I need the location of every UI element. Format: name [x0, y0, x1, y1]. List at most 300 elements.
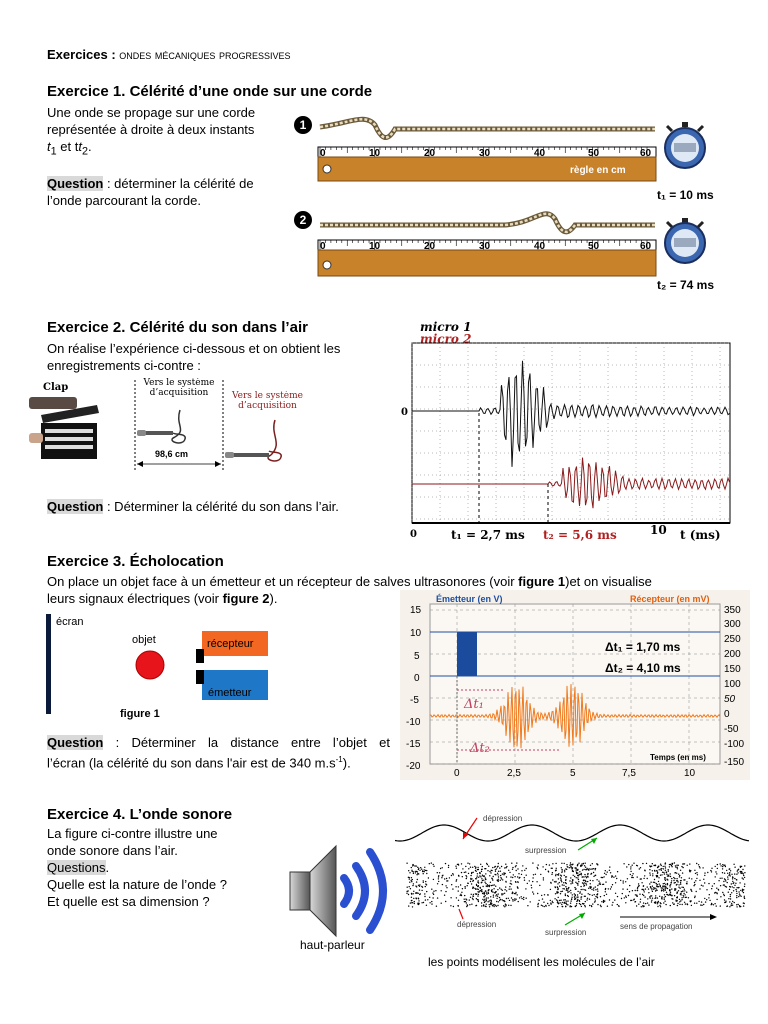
molecule-dot: [537, 893, 538, 894]
molecule-dot: [570, 883, 571, 884]
right-tick: 100: [724, 679, 741, 690]
ex3-question-sup: -1: [335, 755, 343, 764]
ex3-line2: leurs signaux électriques (voir figure 2).: [47, 591, 278, 606]
molecule-dot: [498, 863, 499, 864]
molecule-dot: [574, 897, 575, 898]
molecule-dot: [603, 876, 604, 877]
molecule-dot: [656, 885, 657, 886]
molecule-dot: [489, 875, 490, 876]
molecule-dot: [427, 899, 428, 900]
molecule-dot: [410, 888, 411, 889]
molecule-dot: [610, 872, 611, 873]
molecule-dot: [679, 888, 680, 889]
molecule-dot: [567, 866, 568, 867]
molecule-dot: [570, 864, 571, 865]
molecule-dot: [680, 880, 681, 881]
molecule-dot: [704, 872, 705, 873]
molecule-dot: [481, 905, 482, 906]
molecule-dot: [569, 906, 570, 907]
molecule-dot: [501, 899, 502, 900]
molecule-dot: [479, 873, 480, 874]
molecule-dot: [498, 876, 499, 877]
molecule-dot: [497, 905, 498, 906]
molecule-dot: [495, 869, 496, 870]
molecule-dot: [495, 895, 496, 896]
molecule-dot: [717, 868, 718, 869]
molecule-dot: [664, 901, 665, 902]
molecule-dot: [651, 901, 652, 902]
molecule-dot: [567, 904, 568, 905]
molecule-dot: [493, 906, 494, 907]
micro2-signal: [412, 458, 730, 509]
ex2-recording-chart: [395, 318, 740, 546]
molecule-dot: [679, 875, 680, 876]
molecule-dot: [670, 892, 671, 893]
molecule-dot: [586, 884, 587, 885]
molecule-dot: [517, 868, 518, 869]
ruler-1-label: 20: [424, 148, 436, 159]
left-tick: -10: [406, 717, 421, 728]
molecule-dot: [577, 891, 578, 892]
molecule-dot: [514, 898, 515, 899]
header-rest: ondes mécaniques progressives: [119, 47, 291, 62]
molecule-dot: [444, 895, 445, 896]
molecule-dot: [555, 870, 556, 871]
molecule-dot: [431, 889, 432, 890]
molecule-dot: [605, 874, 606, 875]
molecule-dot: [574, 893, 575, 894]
molecule-dot: [679, 876, 680, 877]
molecule-dot: [656, 883, 657, 884]
molecule-dot: [423, 902, 424, 903]
molecule-dot: [532, 862, 533, 863]
molecule-dot: [409, 877, 410, 878]
molecule-dot: [485, 895, 486, 896]
molecule-dot: [481, 891, 482, 892]
molecule-dot: [642, 863, 643, 864]
molecule-dot: [577, 884, 578, 885]
molecule-dot: [652, 870, 653, 871]
molecule-dot: [503, 905, 504, 906]
molecule-dot: [477, 895, 478, 896]
molecule-dot: [532, 877, 533, 878]
molecule-dot: [651, 889, 652, 890]
molecule-dot: [685, 903, 686, 904]
molecule-dot: [477, 882, 478, 883]
molecule-dot: [537, 868, 538, 869]
molecule-dot: [603, 884, 604, 885]
molecule-dot: [579, 901, 580, 902]
molecule-dot: [464, 899, 465, 900]
molecule-dot: [444, 878, 445, 879]
molecule-dot: [691, 878, 692, 879]
molecule-dot: [423, 880, 424, 881]
molecule-dot: [423, 873, 424, 874]
molecule-dot: [586, 877, 587, 878]
molecule-dot: [633, 863, 634, 864]
molecule-dot: [561, 904, 562, 905]
molecule-dot: [512, 869, 513, 870]
depression-bottom-arrow: [459, 909, 463, 919]
molecule-dot: [559, 900, 560, 901]
molecule-dot: [703, 904, 704, 905]
molecule-dot: [500, 871, 501, 872]
molecule-dot: [670, 876, 671, 877]
molecule-dot: [601, 901, 602, 902]
molecule-dot: [637, 896, 638, 897]
molecule-dot: [493, 895, 494, 896]
molecule-dot: [600, 884, 601, 885]
molecule-dot: [704, 875, 705, 876]
molecule-dot: [559, 886, 560, 887]
molecule-dot: [669, 866, 670, 867]
molecule-dot: [743, 902, 744, 903]
molecule-dot: [712, 885, 713, 886]
molecule-dot: [678, 874, 679, 875]
molecule-dot: [731, 892, 732, 893]
molecule-dot: [603, 901, 604, 902]
molecule-dot: [527, 905, 528, 906]
molecule-dot: [419, 886, 420, 887]
molecule-dot: [597, 894, 598, 895]
molecule-dot: [647, 886, 648, 887]
molecule-dot: [659, 869, 660, 870]
molecule-dot: [640, 867, 641, 868]
molecule-dot: [497, 896, 498, 897]
molecule-dot: [450, 897, 451, 898]
molecule-dot: [438, 881, 439, 882]
molecule-dot: [684, 890, 685, 891]
surpression-bottom-label: surpression: [545, 928, 587, 937]
ex1-line2: représentée à droite à deux instants: [47, 122, 255, 137]
molecule-dot: [441, 903, 442, 904]
molecule-dot: [566, 901, 567, 902]
molecule-dot: [476, 898, 477, 899]
molecule-dot: [470, 879, 471, 880]
molecule-dot: [472, 899, 473, 900]
molecule-dot: [590, 865, 591, 866]
molecule-dot: [736, 904, 737, 905]
molecule-dot: [550, 900, 551, 901]
molecule-dot: [462, 868, 463, 869]
molecule-dot: [557, 883, 558, 884]
rope-1-strand: [320, 119, 655, 137]
molecule-dot: [441, 890, 442, 891]
right-tick: -150: [724, 757, 745, 768]
molecule-dot: [720, 878, 721, 879]
molecule-dot: [477, 867, 478, 868]
molecule-dot: [680, 882, 681, 883]
molecule-dot: [643, 878, 644, 879]
molecule-dot: [478, 869, 479, 870]
molecule-dot: [671, 882, 672, 883]
molecule-dot: [509, 886, 510, 887]
molecule-dot: [523, 897, 524, 898]
molecule-dot: [572, 882, 573, 883]
molecule-dot: [687, 903, 688, 904]
molecule-dot: [694, 896, 695, 897]
molecule-dot: [665, 863, 666, 864]
molecule-dot: [577, 864, 578, 865]
molecule-dot: [700, 904, 701, 905]
molecule-dot: [544, 894, 545, 895]
molecule-dot: [595, 868, 596, 869]
molecule-dot: [732, 878, 733, 879]
molecule-dot: [635, 890, 636, 891]
molecule-dot: [505, 886, 506, 887]
molecule-dot: [624, 897, 625, 898]
haut-parleur-label: haut-parleur: [300, 938, 365, 952]
molecule-dot: [657, 897, 658, 898]
molecule-dot: [678, 887, 679, 888]
molecule-dot: [575, 894, 576, 895]
molecule-dot: [620, 880, 621, 881]
molecule-dot: [562, 870, 563, 871]
molecule-dot: [669, 890, 670, 891]
x0-label: 0: [410, 529, 417, 540]
molecule-dot: [530, 901, 531, 902]
molecule-dot: [574, 896, 575, 897]
molecule-dot: [508, 870, 509, 871]
molecule-dot: [662, 886, 663, 887]
ex4-text: [47, 825, 287, 910]
molecule-dot: [413, 891, 414, 892]
molecule-dot: [411, 900, 412, 901]
molecule-dot: [686, 881, 687, 882]
molecule-dot: [675, 867, 676, 868]
molecule-dot: [649, 896, 650, 897]
molecule-dot: [742, 877, 743, 878]
molecule-dot: [627, 889, 628, 890]
molecule-dot: [587, 881, 588, 882]
molecule-dot: [572, 868, 573, 869]
molecule-dot: [480, 876, 481, 877]
molecule-dot: [429, 863, 430, 864]
molecule-dot: [661, 874, 662, 875]
molecule-dot: [616, 878, 617, 879]
molecule-dot: [605, 870, 606, 871]
molecule-dot: [694, 903, 695, 904]
molecule-dot: [497, 889, 498, 890]
molecule-dot: [501, 889, 502, 890]
molecule-dot: [724, 899, 725, 900]
molecule-dot: [464, 886, 465, 887]
molecule-dot: [671, 888, 672, 889]
distance-arrow-head-right: [215, 461, 221, 467]
molecule-dot: [472, 867, 473, 868]
emetteur-pulse: [457, 632, 477, 676]
molecule-dot: [625, 881, 626, 882]
molecule-dot: [679, 901, 680, 902]
right-tick: 300: [724, 619, 741, 630]
molecule-dot: [514, 893, 515, 894]
ruler-2-label: 50: [588, 241, 600, 252]
molecule-dot: [668, 869, 669, 870]
molecule-dot: [593, 876, 594, 877]
molecule-dot: [541, 905, 542, 906]
left-tick: 15: [410, 605, 422, 616]
molecule-dot: [726, 870, 727, 871]
molecule-dot: [406, 893, 407, 894]
molecule-dot: [548, 871, 549, 872]
molecule-dot: [715, 871, 716, 872]
molecule-dot: [731, 904, 732, 905]
molecule-dot: [607, 871, 608, 872]
molecule-dot: [532, 881, 533, 882]
molecule-dot: [490, 904, 491, 905]
molecule-dot: [585, 867, 586, 868]
molecule-dot: [660, 864, 661, 865]
molecule-dot: [685, 897, 686, 898]
molecule-dot: [426, 891, 427, 892]
molecule-dot: [512, 867, 513, 868]
molecule-dot: [511, 883, 512, 884]
molecule-dot: [592, 863, 593, 864]
molecule-dot: [549, 864, 550, 865]
molecule-dot: [552, 901, 553, 902]
molecule-dot: [418, 898, 419, 899]
molecule-dot: [612, 902, 613, 903]
molecule-dot: [708, 897, 709, 898]
ex2-question-label: Question: [47, 499, 104, 514]
molecule-dot: [538, 903, 539, 904]
molecule-dot: [598, 881, 599, 882]
molecule-dot: [665, 884, 666, 885]
molecule-dot: [576, 883, 577, 884]
molecule-dot: [486, 863, 487, 864]
molecule-dot: [413, 873, 414, 874]
molecule-dot: [424, 869, 425, 870]
molecule-dot: [732, 876, 733, 877]
molecule-dot: [623, 880, 624, 881]
molecule-dot: [711, 871, 712, 872]
molecule-dot: [617, 871, 618, 872]
molecule-dot: [663, 866, 664, 867]
molecule-dot: [509, 900, 510, 901]
molecule-dot: [521, 870, 522, 871]
molecule-dot: [515, 892, 516, 893]
molecule-dot: [680, 894, 681, 895]
molecule-dot: [653, 889, 654, 890]
molecule-dot: [744, 896, 745, 897]
molecule-dot: [617, 896, 618, 897]
ex3-line1: On place un objet face à un émetteur et un récepteur de salves ultrasonores (voir figure 1)et on visualise: [47, 574, 652, 589]
molecule-dot: [429, 897, 430, 898]
molecule-dot: [417, 867, 418, 868]
molecule-dot: [537, 904, 538, 905]
figure1-caption: figure 1: [120, 708, 160, 720]
molecule-dot: [581, 894, 582, 895]
molecule-dot: [445, 891, 446, 892]
molecule-dot: [565, 880, 566, 881]
ex1-rope-figure: [290, 105, 760, 300]
molecule-dot: [409, 872, 410, 873]
molecule-dot: [561, 875, 562, 876]
molecule-dot: [605, 891, 606, 892]
molecule-dot: [658, 881, 659, 882]
molecule-dot: [724, 902, 725, 903]
molecule-dot: [503, 900, 504, 901]
molecule-dot: [577, 896, 578, 897]
molecule-dot: [482, 880, 483, 881]
molecule-dot: [648, 904, 649, 905]
molecule-dot: [481, 889, 482, 890]
ex2-text: [47, 340, 387, 374]
molecule-dot: [562, 888, 563, 889]
molecule-dot: [570, 903, 571, 904]
molecule-dot: [699, 866, 700, 867]
molecule-dot: [646, 863, 647, 864]
molecule-dot: [497, 873, 498, 874]
molecule-dot: [418, 893, 419, 894]
depression-bottom-label: dépression: [457, 920, 497, 929]
molecule-dot: [644, 870, 645, 871]
molecule-dot: [681, 891, 682, 892]
molecule-dot: [461, 863, 462, 864]
molecule-dot: [429, 902, 430, 903]
molecule-dot: [696, 903, 697, 904]
molecule-dot: [638, 883, 639, 884]
molecule-dot: [672, 902, 673, 903]
molecule-dot: [611, 875, 612, 876]
left-tick: -5: [410, 695, 419, 706]
molecule-dot: [589, 894, 590, 895]
molecule-dot: [487, 901, 488, 902]
molecule-dot: [650, 886, 651, 887]
molecule-dot: [722, 866, 723, 867]
ruler-1-label: 10: [369, 148, 381, 159]
molecule-dot: [521, 898, 522, 899]
molecule-dot: [490, 900, 491, 901]
molecule-dot: [428, 877, 429, 878]
molecule-dot: [552, 879, 553, 880]
molecule-dot: [527, 883, 528, 884]
molecule-dot: [416, 881, 417, 882]
molecule-dot: [470, 867, 471, 868]
molecule-dot: [618, 906, 619, 907]
molecule-dot: [476, 885, 477, 886]
molecule-dot: [416, 871, 417, 872]
molecule-dot: [683, 896, 684, 897]
molecule-dot: [674, 889, 675, 890]
molecule-dot: [555, 881, 556, 882]
molecule-dot: [416, 886, 417, 887]
molecule-dot: [482, 899, 483, 900]
molecule-dot: [411, 880, 412, 881]
molecule-dot: [471, 894, 472, 895]
molecule-dot: [417, 873, 418, 874]
molecule-dot: [425, 886, 426, 887]
molecule-dot: [567, 892, 568, 893]
pressure-wave: [395, 825, 749, 841]
molecule-dot: [433, 891, 434, 892]
molecule-dot: [671, 866, 672, 867]
molecule-dot: [486, 899, 487, 900]
molecule-dot: [555, 874, 556, 875]
molecule-dot: [689, 871, 690, 872]
molecule-dot: [735, 889, 736, 890]
molecule-dot: [421, 890, 422, 891]
molecule-dot: [533, 874, 534, 875]
molecule-dot: [490, 896, 491, 897]
molecule-dot: [489, 900, 490, 901]
molecule-dot: [732, 886, 733, 887]
molecule-dot: [422, 870, 423, 871]
molecule-dot: [419, 889, 420, 890]
left-tick: 5: [414, 651, 420, 662]
molecule-dot: [740, 896, 741, 897]
molecule-dot: [574, 867, 575, 868]
